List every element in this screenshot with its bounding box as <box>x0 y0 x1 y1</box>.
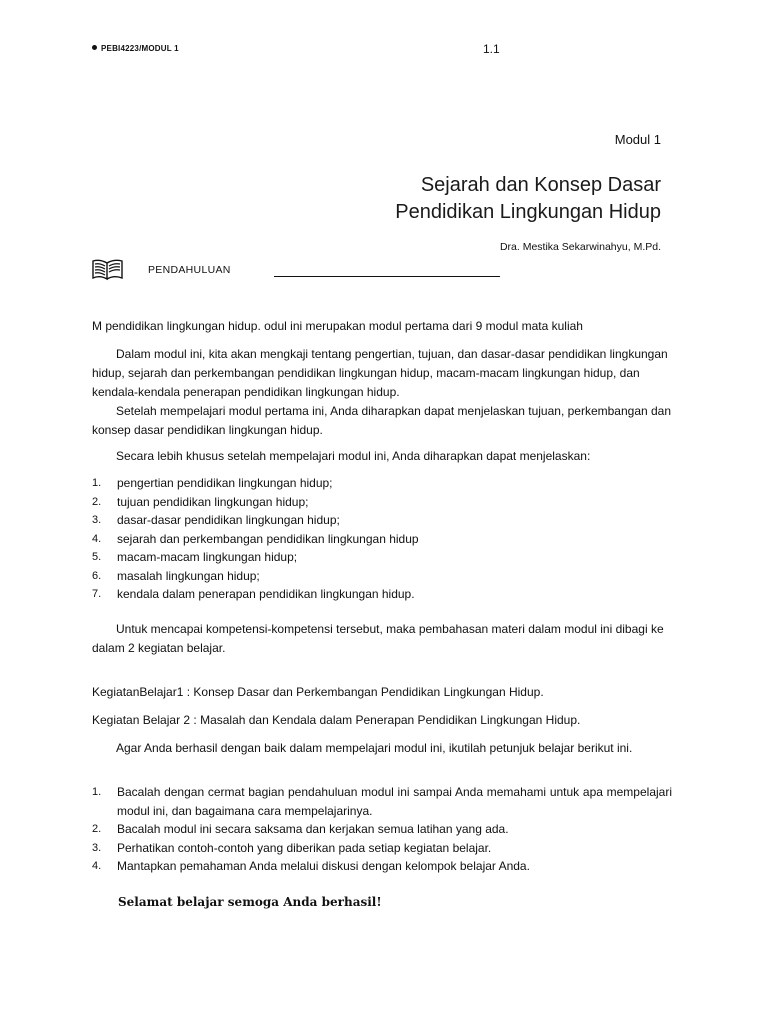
paragraph-5: Untuk mencapai kompetensi-kompetensi tersebut, maka pembahasan materi dalam modul ini dibagi ke dalam 2 kegiatan belajar. <box>92 622 664 655</box>
page-number: 1.1 <box>483 42 500 56</box>
intro-divider <box>274 276 500 277</box>
book-icon <box>92 258 124 282</box>
list-item: 4. Mantapkan pemahaman Anda melalui diskusi dengan kelompok belajar Anda. <box>92 859 530 873</box>
list-item: 6. masalah lingkungan hidup; <box>92 568 260 583</box>
closing-text: Selamat belajar semoga Anda berhasil! <box>118 895 382 909</box>
list-item: 5. macam-macam lingkungan hidup; <box>92 550 298 564</box>
list-item: 3. dasar-dasar pendidikan lingkungan hidup; <box>92 513 340 527</box>
intro-heading: PENDAHULUAN <box>148 264 231 276</box>
list-item: 7. kendala dalam penerapan pendidikan lingkungan hidup. <box>92 587 415 601</box>
kegiatan-belajar-2: Kegiatan Belajar 2 : Masalah dan Kendala dalam Penerapan Pendidikan Lingkungan Hidup. <box>92 713 581 727</box>
list-item: 2. tujuan pendidikan lingkungan hidup; <box>92 494 309 509</box>
list-item: 2. Bacalah modul ini secara saksama dan kerjakan semua latihan yang ada. <box>92 822 509 836</box>
list-item: 1. Bacalah dengan cermat bagian pendahuluan modul ini sampai Anda memahami untuk apa mempelajari modul ini, dan bagaimana cara mempelajarinya. <box>92 785 672 818</box>
paragraph-2: Dalam modul ini, kita akan mengkaji tentang pengertian, tujuan, dan dasar-dasar pendidikan lingkungan hidup, sejarah dan perkembangan pendidikan lingkungan hidup, macam-macam lingkungan hidup, dan kendala-kendala penerapan pendidikan lingkungan hidup. <box>92 347 668 399</box>
kegiatan-belajar-1: KegiatanBelajar1 : Konsep Dasar dan Perkembangan Pendidikan Lingkungan Hidup. <box>92 685 544 699</box>
page-title <box>395 172 661 226</box>
course-code: PEBI4223/MODUL 1 <box>101 44 179 53</box>
list-item: 4. sejarah dan perkembangan pendidikan lingkungan hidup <box>92 531 419 546</box>
title-line-2: Pendidikan Lingkungan Hidup <box>395 201 661 223</box>
author-name: Dra. Mestika Sekarwinahyu, M.Pd. <box>499 241 661 253</box>
paragraph-1: M pendidikan lingkungan hidup. odul ini merupakan modul pertama dari 9 modul mata kuliah <box>92 319 583 333</box>
module-label: Modul 1 <box>614 132 661 147</box>
paragraph-3: Setelah mempelajari modul pertama ini, Anda diharapkan dapat menjelaskan tujuan, perkembangan dan konsep dasar pendidikan lingkungan hidup. <box>92 404 672 437</box>
list-item: 3. Perhatikan contoh-contoh yang diberikan pada setiap kegiatan belajar. <box>92 840 492 855</box>
paragraph-6: Agar Anda berhasil dengan baik dalam mempelajari modul ini, ikutilah petunjuk belajar berikut ini. <box>116 741 633 755</box>
objectives-list <box>92 474 672 604</box>
bullet-icon <box>92 45 97 50</box>
course-code-header <box>92 44 179 53</box>
title-line-1: Sejarah dan Konsep Dasar <box>420 174 661 196</box>
instructions-list <box>92 783 672 876</box>
list-item: 1. pengertian pendidikan lingkungan hidup; <box>92 476 333 490</box>
paragraph-4: Secara lebih khusus setelah mempelajari modul ini, Anda diharapkan dapat menjelaskan: <box>116 449 591 463</box>
